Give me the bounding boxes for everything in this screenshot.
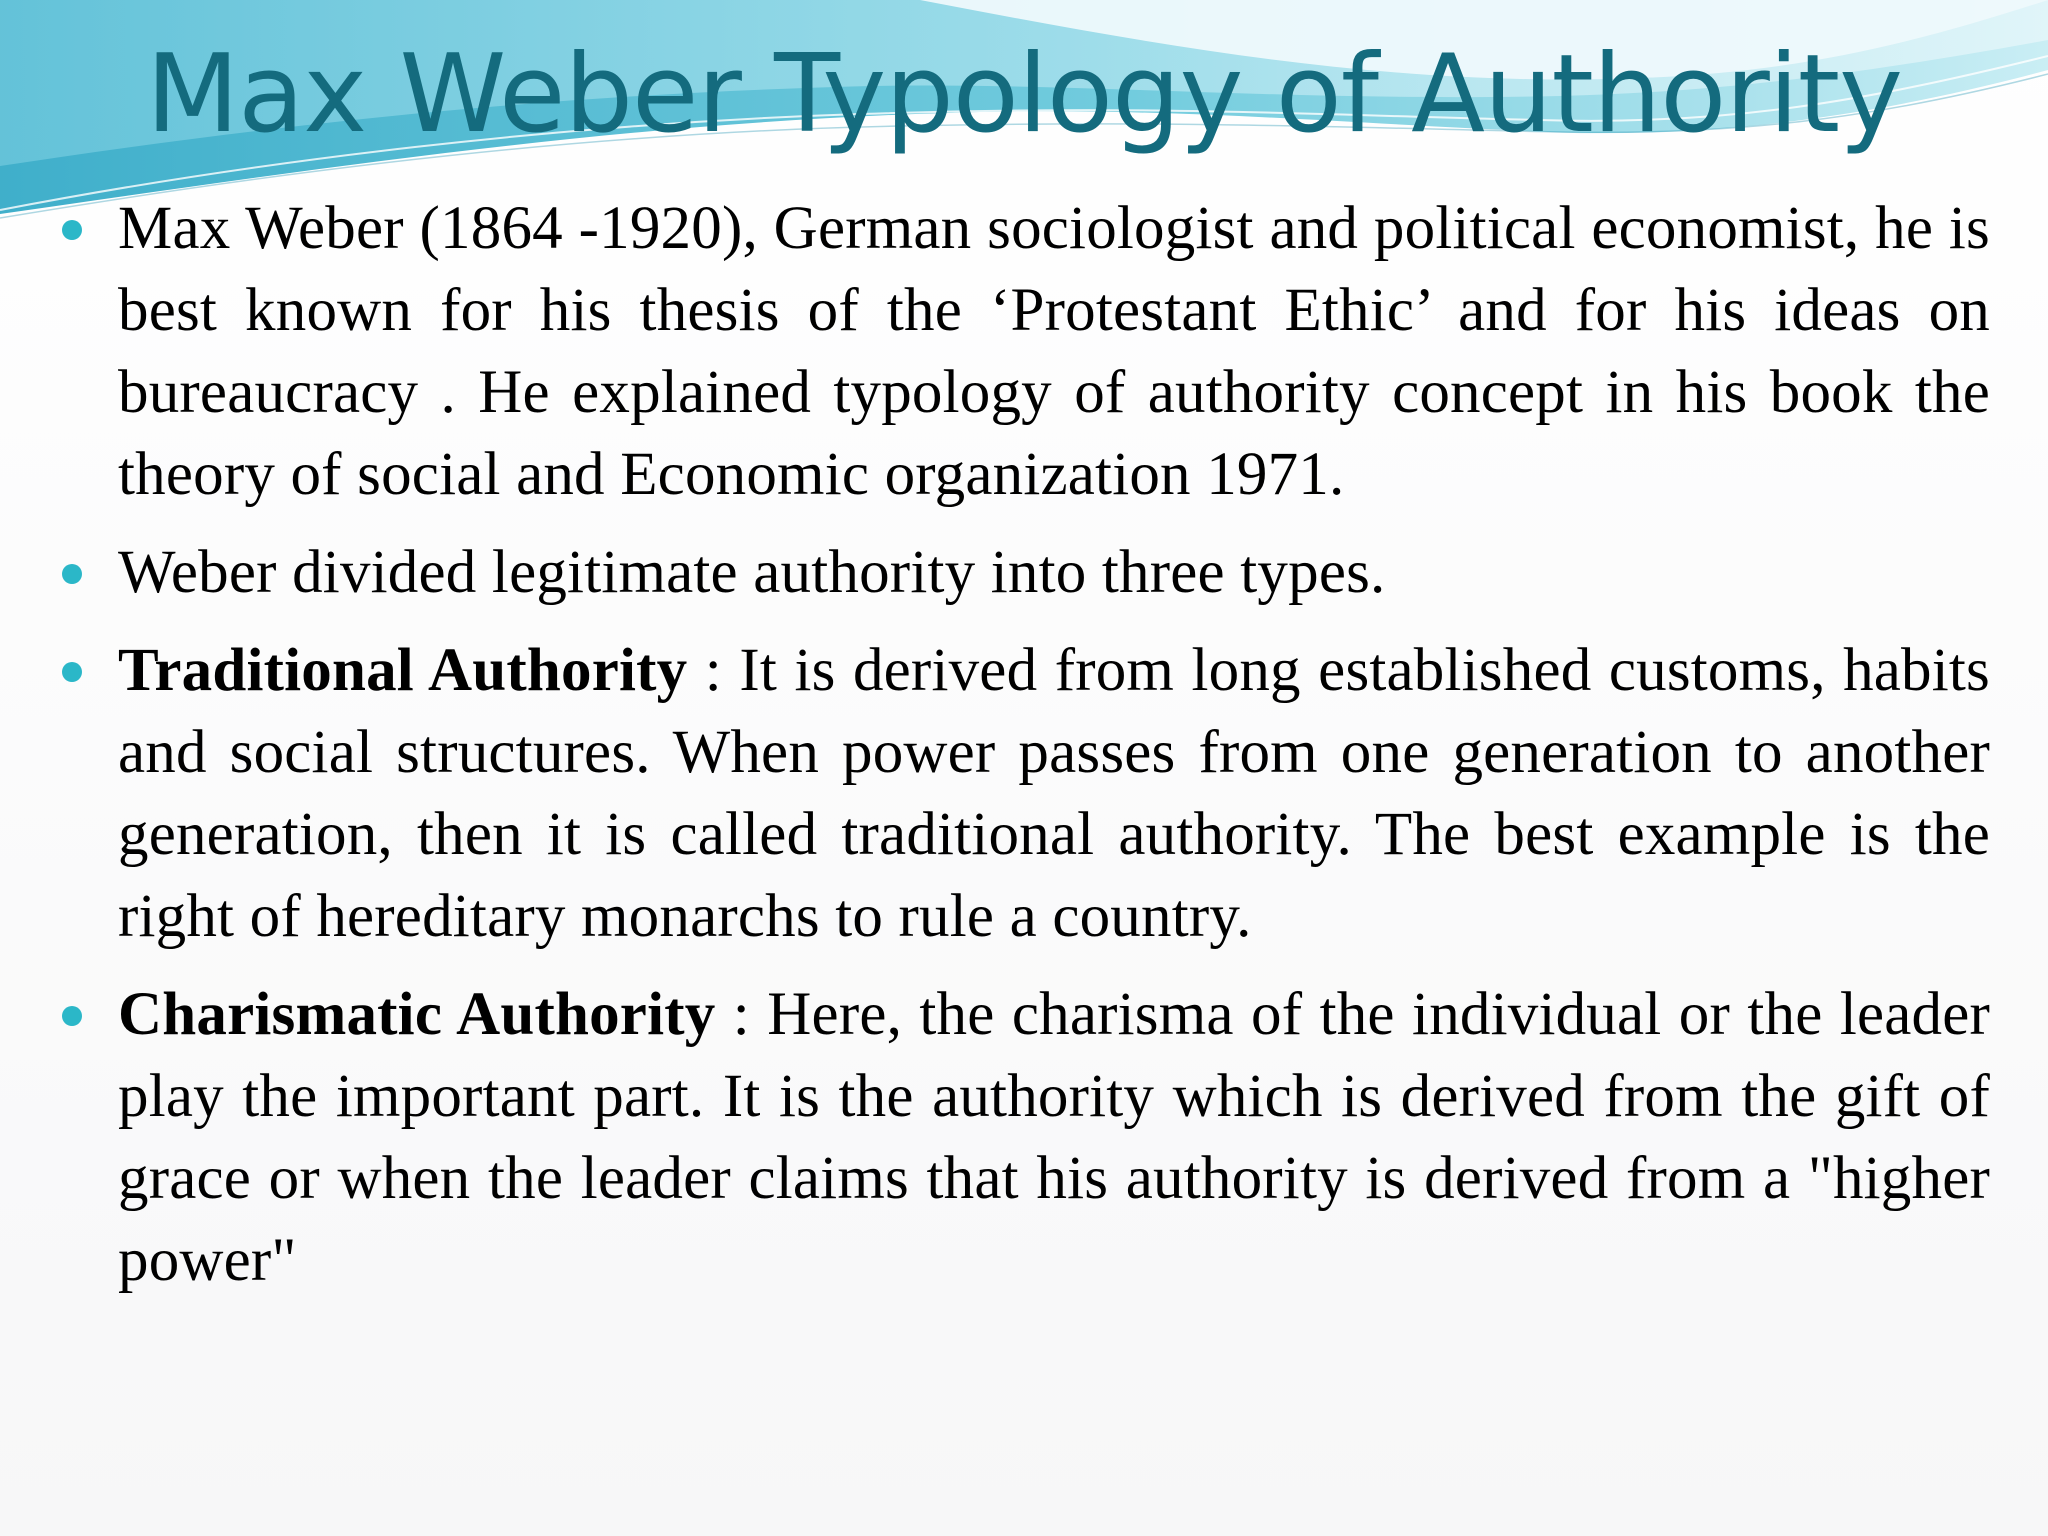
bullet-body: : Here, the charisma of the individual or the leader play the important part. It is the authority which is derived from the gift of grace or when the leader claims that his authority is derived from a "higher power" [118,981,1991,1294]
bullet-dot-icon [62,1006,82,1026]
bullet-text [118,532,1990,614]
bullet-term: Charismatic Authority [118,981,716,1048]
bullet-term: Traditional Authority [118,637,688,704]
bullet-item-charismatic-authority [0,974,2048,1302]
bullet-dot-icon [62,564,82,584]
bullet-body: Weber divided legitimate authority into three types. [118,539,1386,606]
slide-title: Max Weber Typology of Authority [145,32,1903,157]
bullet-list [0,188,2048,1318]
bullet-item-weber-biography [0,188,2048,516]
bullet-item-traditional-authority [0,630,2048,958]
bullet-body: : It is derived from long established customs, habits and social structures. When power passes from one generation to another generation, then it is called traditional authority. The best example is the right of hereditary monarchs to rule a country. [118,637,1990,950]
bullet-item-three-types [0,532,2048,614]
bullet-body: Max Weber (1864 -1920), German sociologist and political economist, he is best known for his thesis of the ‘Protestant Ethic’ and for his ideas on bureaucracy . He explained typology of authority concept in his book the theory of social and Economic organization 1971. [118,195,1990,508]
bullet-dot-icon [62,662,82,682]
bullet-dot-icon [62,220,82,240]
bullet-text [118,974,1990,1302]
bullet-text [118,630,1990,958]
bullet-text [118,188,1990,516]
